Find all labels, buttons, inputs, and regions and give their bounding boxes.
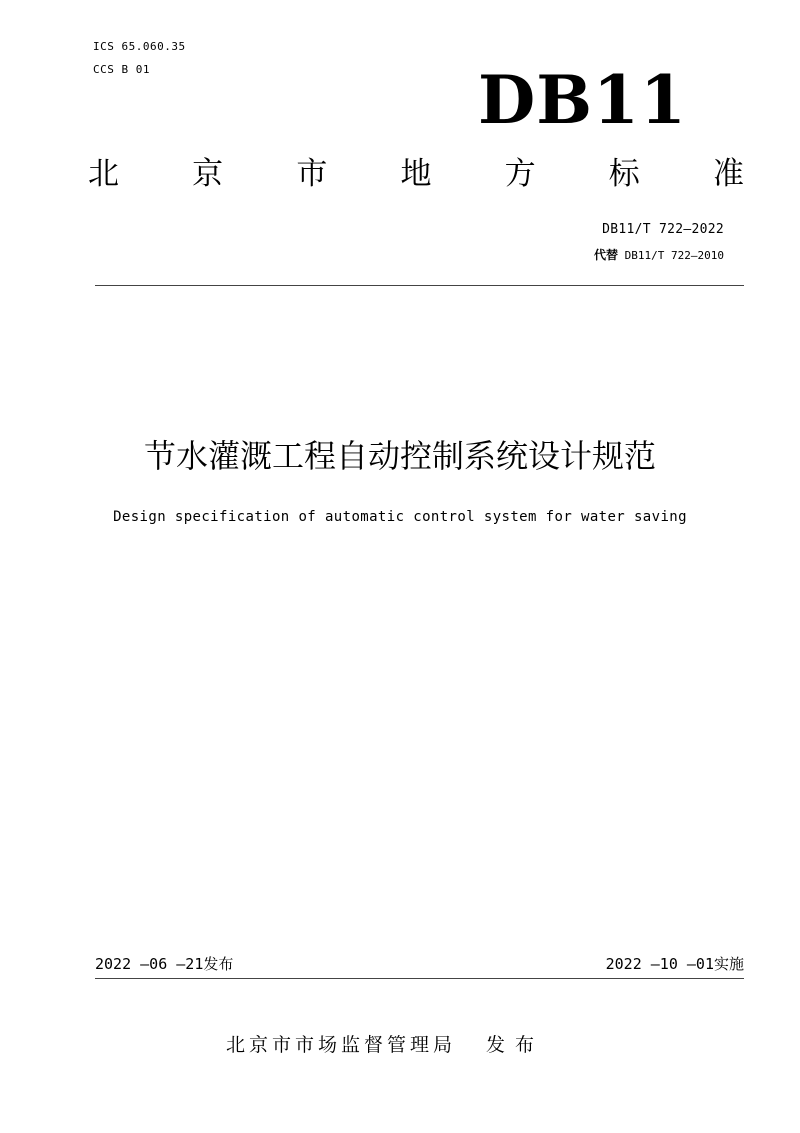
implement-date: 2022 —10 —01 — [605, 955, 714, 973]
standard-code: DB11/T 722—2022 — [602, 222, 724, 237]
standard-type-char: 地 — [400, 156, 432, 192]
ics-code: ICS 65.060.35 — [93, 40, 186, 53]
document-title-english: Design specification of automatic control system for water saving — [113, 509, 687, 525]
standard-type-char: 准 — [712, 156, 744, 192]
implement-date-line — [606, 953, 744, 975]
db11-logo: DB11 — [478, 61, 687, 139]
release-date: 2022 —06 —21 — [95, 955, 204, 973]
issuer-organization: 北京市市场监督管理局 — [226, 1034, 457, 1056]
release-label: 发布 — [203, 955, 234, 973]
issuer-line — [226, 1030, 606, 1060]
implement-label: 实施 — [713, 955, 744, 973]
issuer-action: 发布 — [486, 1034, 545, 1056]
standard-type-heading — [88, 152, 744, 196]
replaces-line — [594, 246, 724, 263]
ccs-code: CCS B 01 — [93, 63, 150, 76]
standard-type-char: 北 — [88, 156, 119, 192]
replaces-code: DB11/T 722—2010 — [624, 249, 724, 262]
replaces-label: 代替 — [594, 248, 619, 262]
standard-type-char: 京 — [192, 156, 224, 192]
document-title-chinese: 节水灌溉工程自动控制系统设计规范 — [143, 437, 656, 475]
bottom-divider — [95, 978, 744, 979]
top-divider — [95, 285, 744, 286]
standard-type-char: 市 — [296, 156, 328, 192]
release-date-line — [95, 953, 233, 975]
standard-type-char: 方 — [504, 156, 536, 192]
standard-type-char: 标 — [608, 156, 640, 192]
